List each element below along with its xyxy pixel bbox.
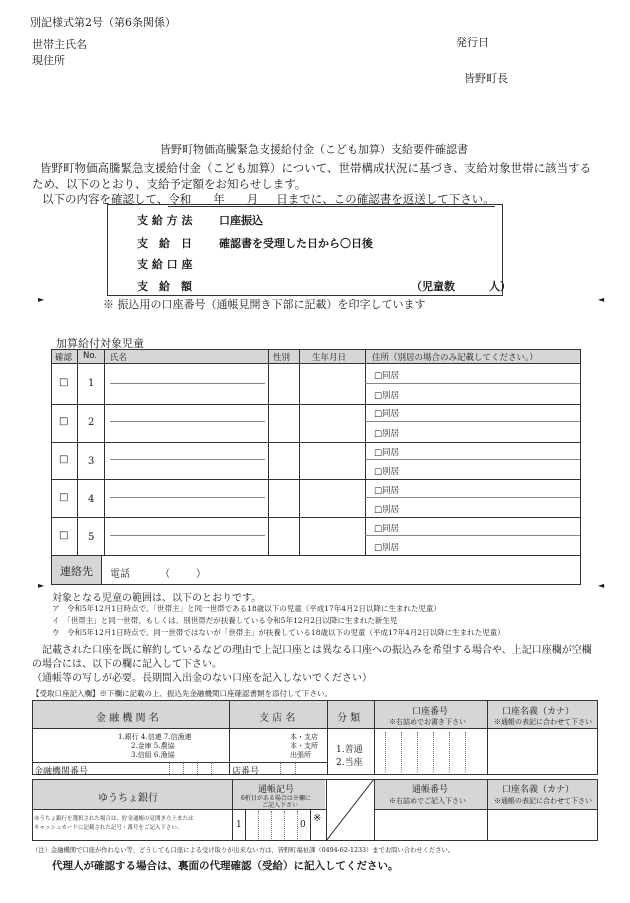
same-residence-4[interactable]: □同居: [374, 486, 400, 496]
return-deadline-era: 令和: [168, 192, 192, 206]
branch-types-line-3: 出張所: [290, 751, 311, 759]
col-header-no: No.: [83, 351, 98, 361]
separate-residence-3[interactable]: □別居: [374, 467, 400, 477]
confirm-checkbox-1[interactable]: □: [59, 377, 69, 388]
account-name-header: 口座名義（カナ）: [502, 707, 575, 717]
account-notice-line-2: の場合には、以下の欄に記入して下さい。: [32, 659, 222, 670]
row-number-3: 3: [88, 456, 95, 467]
not-applicable-diagonal: [326, 779, 374, 841]
form-number: 別記様式第2号（第6条関係）: [30, 16, 176, 29]
branch-types-line-1: 本・支店: [290, 733, 318, 741]
confirm-checkbox-4[interactable]: □: [59, 492, 69, 503]
passbook-number-header: 通帳番号: [412, 785, 449, 795]
passbook-code-last-digit: 0: [300, 820, 306, 830]
confirm-checkbox-3[interactable]: □: [59, 454, 69, 465]
footer-note: （注）金融機関で口座が作れない等、どうしても口座による受け取りが出来ない方は、皆野町福祉課（0494-62-1233）までお問い合わせください。: [32, 847, 455, 854]
row-number-2: 2: [88, 417, 95, 428]
children-count-open: （児童数: [411, 280, 455, 293]
return-deadline-month: 月: [246, 192, 259, 206]
return-deadline-prefix: 以下の内容を確認して、: [42, 192, 169, 206]
phone-label: 電話: [110, 569, 130, 580]
contact-label: 連絡先: [60, 565, 93, 578]
children-section-title: 加算給付対象児童: [56, 337, 144, 350]
bank-types-line-1: 1.銀行 4.信連 7.信漁連: [118, 733, 192, 741]
bank-form-title: 【受取口座記入欄】※下欄に記載の上、振込先金融機関口座確認書類を添付して下さい。: [32, 689, 332, 698]
same-residence-5[interactable]: □同居: [374, 524, 400, 534]
row-number-5: 5: [88, 532, 95, 543]
phone-paren-close: ）: [196, 569, 206, 580]
yucho-note-line-1: ゆうちょ銀行を選択された場合は、貯金通帳の見開き左上または: [34, 816, 194, 822]
return-deadline-year: 年: [213, 192, 225, 206]
account-name-note: ※通帳の表記に合わせて下さい: [494, 718, 592, 726]
col-header-name: 氏名: [110, 353, 128, 363]
right-marker-2: ◄: [598, 581, 605, 590]
branch-name-header: 支 店 名: [259, 713, 296, 724]
confirm-checkbox-2[interactable]: □: [59, 416, 69, 427]
right-marker-1: ◄: [598, 295, 605, 304]
intro-line-2: ため、以下のとおり、支給予定額をお知らせします。: [32, 177, 307, 191]
address-label: 現住所: [32, 54, 65, 67]
branch-code-label: 店番号: [232, 767, 260, 777]
payment-account-label: 支 給 口 座: [137, 258, 193, 271]
separate-residence-4[interactable]: □別居: [374, 505, 400, 515]
col-header-gender: 性別: [273, 353, 291, 363]
category-header: 分 類: [337, 713, 361, 724]
yucho-bank-label: ゆうちょ銀行: [98, 793, 158, 804]
branch-types-line-2: 本・支所: [290, 742, 318, 750]
passbook-code-asterisk: ※: [313, 813, 322, 824]
bank-types-line-3: 3.信組 6.漁協: [131, 751, 175, 759]
eligibility-item-b: イ 「世帯主」と同一世帯、もしくは、別世帯だが扶養している令和5年12月2日以降に生まれた新生児: [52, 616, 398, 625]
same-residence-2[interactable]: □同居: [374, 409, 400, 419]
passbook-number-note: ※右詰めでご記入下さい: [389, 797, 466, 805]
passbook-code-note-1: 6桁目がある場合は※欄に: [241, 795, 311, 802]
return-deadline-suffix: までに、この確認書を返送して下さい。: [287, 192, 495, 206]
account-notice-line-1: 記載された口座を既に解約しているなどの理由で上記口座とは異なる口座への振込みを希望する場合や、上記口座欄が空欄: [42, 645, 592, 656]
issue-date-label: 発行日: [456, 36, 489, 49]
passbook-code-header: 通帳記号: [258, 785, 295, 795]
left-marker-1: ►: [38, 295, 45, 304]
left-marker-2: ►: [38, 581, 45, 590]
passbook-code-first-digit: 1: [236, 820, 242, 830]
householder-label: 世帯主氏名: [32, 38, 87, 51]
confirm-checkbox-5[interactable]: □: [59, 530, 69, 541]
passbook-code-note-2: ご記入下さい: [262, 802, 299, 809]
separate-residence-5[interactable]: □別居: [374, 543, 400, 553]
col-header-check: 確認: [55, 353, 73, 363]
row-number-4: 4: [88, 494, 95, 505]
yucho-note-line-2: キャッシュカードに記載された記号・番号をご記入下さい。: [34, 825, 183, 831]
bank-types-line-2: 2.金庫 5.農協: [131, 742, 175, 750]
return-deadline-day: 日: [276, 192, 288, 206]
children-count-close: 人）: [489, 280, 511, 293]
children-table: [51, 349, 581, 585]
print-note: ※ 振込用の口座番号（通帳見開き下部に記載）を印字しています: [103, 298, 426, 311]
payment-date-value: 確認書を受理した日から〇日後: [219, 237, 373, 250]
account-number-header: 口座番号: [412, 707, 449, 717]
intro-line-1: 皆野町物価高騰緊急支援給付金（こども加算）について、世帯構成状況に基づき、支給対象世帯に該当する: [40, 161, 592, 175]
yucho-account-name-note: ※通帳の表記に合わせて下さい: [494, 797, 592, 805]
category-option-current[interactable]: 2.当座: [336, 758, 363, 768]
payment-method-label: 支 給 方 法: [137, 214, 193, 227]
bank-name-header: 金 融 機 関 名: [96, 713, 159, 724]
proxy-notice: 代理人が確認する場合は、裏面の代理確認（受給）に記入してください。: [52, 860, 399, 872]
yucho-account-name-header: 口座名義（カナ）: [502, 785, 575, 795]
payment-method-value: 口座振込: [219, 214, 263, 227]
row-number-1: 1: [88, 378, 95, 389]
account-number-note: ※右詰めでお書き下さい: [389, 718, 466, 726]
account-notice-line-3: （通帳等の写しが必要。長期間入出金のない口座を記入しないでください）: [32, 673, 372, 684]
same-residence-3[interactable]: □同居: [374, 448, 400, 458]
document-title: 皆野町物価高騰緊急支援給付金（こども加算）支給要件確認書: [160, 143, 468, 156]
col-header-birthdate: 生年月日: [312, 353, 347, 363]
phone-paren-open: （: [160, 569, 170, 580]
payment-amount-label: 支 給 額: [137, 280, 192, 293]
payment-date-label: 支 給 日: [137, 237, 192, 250]
eligibility-item-c: ウ 令和5年12月1日時点で、同一世帯ではないが「世帯主」が扶養している18歳以下の児童（平成17年4月2日以降に生まれた児童）: [52, 628, 505, 637]
mayor-label: 皆野町長: [464, 72, 508, 85]
category-option-ordinary[interactable]: 1.普通: [336, 745, 363, 755]
col-header-address: 住所（別居の場合のみ記載してください。）: [372, 353, 538, 363]
eligibility-item-a: ア 令和5年12月1日時点で、「世帯主」と同一世帯である18歳以下の児童（平成17年4月2日以降に生まれた児童）: [52, 604, 441, 613]
eligibility-intro: 対象となる児童の範囲は、以下のとおりです。: [52, 593, 262, 604]
separate-residence-2[interactable]: □別居: [374, 429, 400, 439]
same-residence-1[interactable]: □同居: [374, 371, 400, 381]
bank-code-label: 金融機関番号: [34, 767, 89, 777]
separate-residence-1[interactable]: □別居: [374, 391, 400, 401]
